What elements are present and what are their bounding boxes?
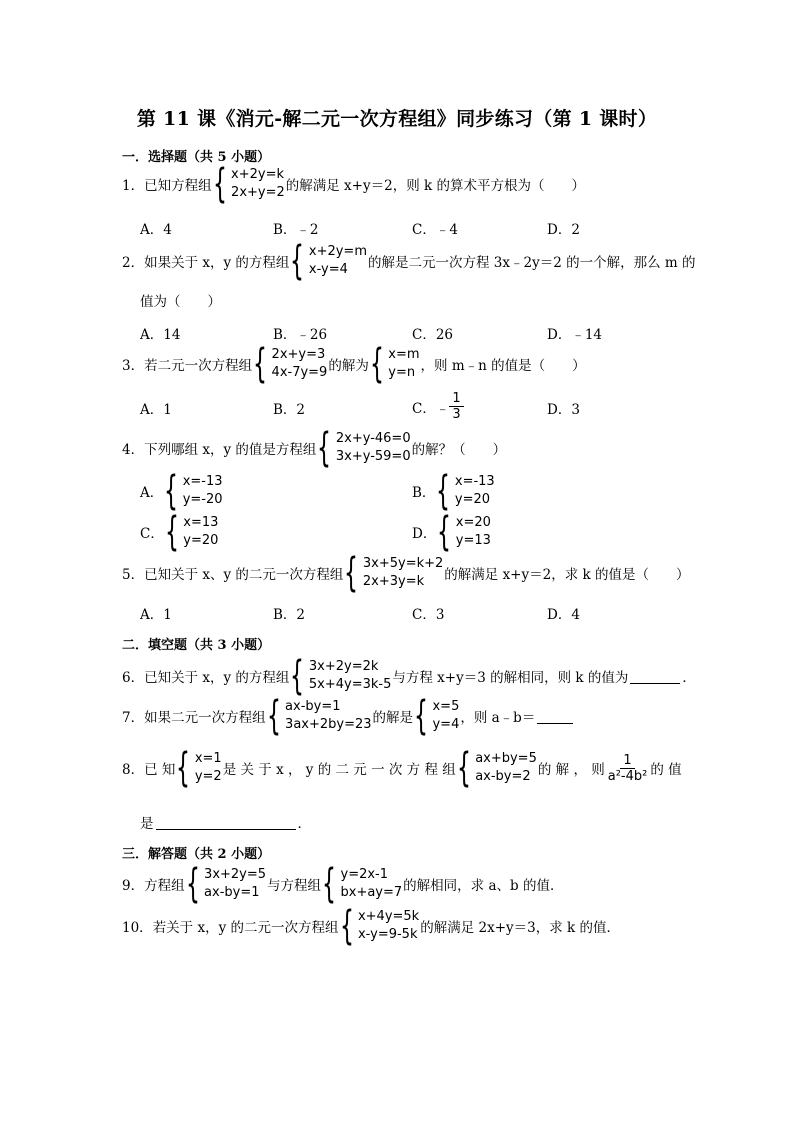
question-text: 的 解 ， 则 <box>537 762 605 778</box>
question-text: 与方程 x+y＝3 的解相同，则 k 的值为 <box>392 670 629 686</box>
equation: x=13 <box>183 515 219 530</box>
left-brace-icon: { <box>290 653 305 699</box>
equation: 2x+y-46=0 <box>335 431 411 446</box>
equation: x=20 <box>455 515 491 530</box>
equation: x-y=9-5k <box>357 927 418 942</box>
left-brace-icon: { <box>437 509 452 555</box>
left-brace-icon: { <box>164 468 179 514</box>
equation-system <box>212 161 285 207</box>
question-8 <box>122 745 682 791</box>
question-number: 3． <box>122 358 145 374</box>
equation-system <box>344 550 444 596</box>
equation: ax-by=1 <box>285 699 341 714</box>
equation-system <box>266 693 372 739</box>
option-a: A．1 <box>140 402 172 418</box>
question-text: 已知方程组 <box>144 178 212 194</box>
question-number: 4． <box>122 442 145 458</box>
question-2 <box>122 238 696 284</box>
question-3 <box>122 341 586 387</box>
equation: x+2y=m <box>308 244 367 259</box>
answer-blank[interactable] <box>537 709 573 724</box>
question-5 <box>122 550 690 596</box>
left-brace-icon: { <box>317 425 332 471</box>
equation: y=4 <box>432 717 460 732</box>
equation-system <box>456 745 537 791</box>
left-brace-icon: { <box>456 745 471 791</box>
solution-system <box>369 341 420 387</box>
question-text: 的解是 <box>372 710 414 726</box>
equation: y=13 <box>455 533 491 548</box>
question-number: 2． <box>122 255 145 271</box>
left-brace-icon: { <box>344 550 359 596</box>
option-d: D．3 <box>547 402 580 418</box>
option-label: C．﹣ <box>412 400 450 417</box>
equation-system <box>322 861 403 907</box>
question-text: 已知关于 x，y 的方程组 <box>144 670 290 686</box>
equation: y=n <box>388 365 416 380</box>
equation: 3x+2y=2k <box>308 659 379 674</box>
equation: 2x+y=3 <box>271 347 326 362</box>
option-a: A．14 <box>140 327 181 343</box>
option-b: B．﹣2 <box>273 222 319 238</box>
equation-system <box>185 861 267 907</box>
question-text: 与方程组 <box>267 878 322 894</box>
section-heading-choice: 一．选择题（共 5 小题） <box>122 150 271 165</box>
question-text: 方程组 <box>144 878 185 894</box>
equation: 4x-7y=9 <box>271 365 328 380</box>
option-c: C．﹣4 <box>412 222 458 238</box>
question-text: 的解为 <box>328 358 369 374</box>
option-label: D． <box>412 526 437 542</box>
equation: ax-by=2 <box>475 769 531 784</box>
option-label: C． <box>140 526 164 542</box>
option-d: D．2 <box>547 222 580 238</box>
fraction-denominator: a²-4b² <box>607 768 648 784</box>
answer-blank[interactable] <box>156 815 296 830</box>
question-text: 下列哪组 x，y 的值是方程组 <box>144 442 317 458</box>
question-text-continued: 值为（ ） <box>140 294 221 310</box>
equation-system <box>317 425 411 471</box>
question-text: 的解满足 x+y＝2，则 k 的算术平方根为（ ） <box>285 178 585 194</box>
question-7 <box>122 693 575 739</box>
question-1 <box>122 161 585 207</box>
question-text: 是 <box>140 816 154 832</box>
equation-system <box>290 238 367 284</box>
option-d <box>412 509 492 555</box>
question-text: 的解？（ ） <box>411 442 507 458</box>
equation: 2x+y=2 <box>231 185 285 200</box>
question-10 <box>122 903 621 949</box>
question-4 <box>122 425 507 471</box>
section-heading-solve: 三．解答题（共 2 小题） <box>122 847 271 862</box>
question-text: 的解是二元一次方程 3x﹣2y＝2 的一个解，那么 m 的 <box>367 255 696 271</box>
option-a: A．4 <box>140 222 172 238</box>
option-b: B．2 <box>273 607 306 623</box>
fraction-numerator: 1 <box>449 391 463 407</box>
question-text: 的解相同，求 a、b 的值． <box>403 878 564 894</box>
question-text: 的解满足 x+y＝2，求 k 的值是（ ） <box>444 567 690 583</box>
equation: 2x+3y=k <box>362 574 425 589</box>
question-9 <box>122 861 564 907</box>
left-brace-icon: { <box>176 745 191 791</box>
option-b <box>412 468 496 514</box>
question-number: 7． <box>122 710 145 726</box>
equation: x+2y=k <box>231 167 285 182</box>
equation-system <box>253 341 328 387</box>
question-6 <box>122 653 696 699</box>
question-text: ，则 a﹣b＝ <box>460 710 536 726</box>
left-brace-icon: { <box>212 161 227 207</box>
left-brace-icon: { <box>339 903 354 949</box>
fraction <box>449 391 463 422</box>
equation: y=2 <box>194 769 222 784</box>
option-b: B．2 <box>273 402 306 418</box>
option-c: C．26 <box>412 327 454 343</box>
equation: 3x+y-59=0 <box>335 449 411 464</box>
equation: x-y=4 <box>308 262 348 277</box>
left-brace-icon: { <box>164 509 179 555</box>
option-c: C．3 <box>412 607 445 623</box>
left-brace-icon: { <box>253 341 268 387</box>
question-number: 8． <box>122 762 145 778</box>
equation: x+4y=5k <box>357 909 420 924</box>
option-b: B．﹣26 <box>273 327 328 343</box>
equation-system <box>339 903 420 949</box>
equation: x=m <box>388 347 420 362</box>
left-brace-icon: { <box>290 238 305 284</box>
equation: bx+ay=7 <box>340 885 403 900</box>
equation-system <box>290 653 392 699</box>
equation: ax+by=5 <box>475 751 537 766</box>
question-text: 若关于 x，y 的二元一次方程组 <box>152 920 339 936</box>
equation: 3ax+2by=23 <box>285 717 372 732</box>
question-text: 已知关于 x、y 的二元一次方程组 <box>144 567 344 583</box>
equation: 5x+4y=3k-5 <box>308 677 392 692</box>
option-c <box>140 509 219 555</box>
equation: y=2x-1 <box>340 867 389 882</box>
solution-system <box>414 693 460 739</box>
equation: ax-by=1 <box>204 885 260 900</box>
left-brace-icon: { <box>185 861 200 907</box>
equation: x=1 <box>194 751 222 766</box>
option-a <box>140 468 224 514</box>
question-number: 1． <box>122 178 145 194</box>
option-d: D．﹣14 <box>547 327 603 343</box>
question-text: ． <box>297 816 311 832</box>
equation: x=-13 <box>182 474 223 489</box>
left-brace-icon: { <box>369 341 384 387</box>
option-c <box>412 391 464 422</box>
question-text: 的解满足 2x+y＝3，求 k 的值． <box>420 920 621 936</box>
question-text: 如果关于 x，y 的方程组 <box>144 255 290 271</box>
question-number: 9． <box>122 878 145 894</box>
question-text: 若二元一次方程组 <box>144 358 253 374</box>
question-text: 的 值 <box>650 762 682 778</box>
fraction-numerator: 1 <box>620 753 634 769</box>
question-text: 是 关 于 x ， y 的 二 元 一 次 方 程 组 <box>222 762 456 778</box>
equation: y=20 <box>454 492 491 507</box>
question-number: 6． <box>122 670 145 686</box>
question-text: 如果二元一次方程组 <box>144 710 266 726</box>
equation: 3x+2y=5 <box>204 867 267 882</box>
question-text: 已 知 <box>144 762 176 778</box>
equation: 3x+5y=k+2 <box>362 556 444 571</box>
equation: y=-20 <box>182 492 223 507</box>
option-label: A． <box>140 485 164 501</box>
fraction <box>608 753 648 784</box>
question-text: ． <box>682 670 696 686</box>
left-brace-icon: { <box>414 693 429 739</box>
page-title: 第 11 课《消元-解二元一次方程组》同步练习（第 1 课时） <box>136 108 658 130</box>
question-number: 5． <box>122 567 145 583</box>
solution-system <box>176 745 222 791</box>
left-brace-icon: { <box>436 468 451 514</box>
question-8-continued <box>140 812 311 832</box>
equation: x=5 <box>432 699 460 714</box>
fraction-denominator: 3 <box>452 407 461 422</box>
left-brace-icon: { <box>266 693 281 739</box>
answer-blank[interactable] <box>630 669 680 684</box>
option-a: A．1 <box>140 607 172 623</box>
left-brace-icon: { <box>322 861 337 907</box>
question-number: 10． <box>122 920 153 936</box>
option-label: B． <box>412 485 436 501</box>
section-heading-fill: 二．填空题（共 3 小题） <box>122 638 271 653</box>
equation: y=20 <box>183 533 219 548</box>
question-text: ，则 m﹣n 的值是（ ） <box>420 358 586 374</box>
equation: x=-13 <box>454 474 495 489</box>
option-d: D．4 <box>547 607 580 623</box>
